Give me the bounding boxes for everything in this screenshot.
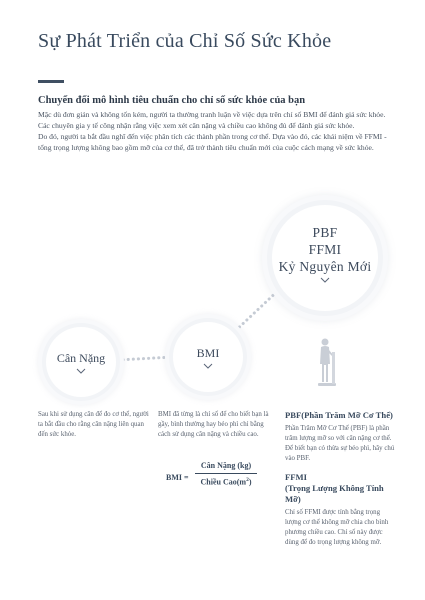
pbf-title: PBF(Phần Trăm Mỡ Cơ Thể) bbox=[285, 410, 393, 420]
formula-fraction-bar bbox=[195, 473, 257, 474]
formula-numerator: Cân Nặng (kg) bbox=[200, 461, 252, 470]
ffmi-subtitle: (Trọng Lượng Không Tính Mỡ) bbox=[285, 483, 384, 504]
pbf-text: Phần Trăm Mỡ Cơ Thể (PBF) là phần trăm lượng mỡ so với cân nặng cơ thể. Để biết bạn có thừa sự béo phì, hãy chú vào PBF. bbox=[285, 425, 395, 462]
chevron-down-icon bbox=[320, 277, 330, 283]
page-title: Sự Phát Triển của Chỉ Số Sức Khỏe bbox=[38, 30, 332, 52]
weight-description bbox=[38, 410, 150, 440]
weight-circle[interactable] bbox=[46, 327, 116, 397]
era-ffmi-label: FFMI bbox=[308, 242, 342, 257]
formula-denominator-label: Chiều Cao bbox=[200, 477, 237, 487]
formula-lhs: BMI = bbox=[166, 473, 189, 482]
formula-denominator-unit: (m bbox=[236, 477, 247, 487]
pbf-ffmi-description bbox=[285, 410, 397, 548]
era-pbf-label: PBF bbox=[312, 225, 338, 240]
bmi-circle[interactable] bbox=[173, 322, 243, 392]
body-composition-figure-icon bbox=[314, 338, 340, 394]
intro-line-2: Các chuyên gia y tế công nhận rằng việc xem xét cân nặng và chiều cao không đủ để đánh giá sức khỏe. bbox=[38, 121, 355, 130]
chevron-down-icon bbox=[203, 363, 213, 369]
formula-exponent: 2 bbox=[246, 477, 249, 483]
bmi-description bbox=[158, 410, 270, 440]
formula-denominator-close: ) bbox=[248, 477, 252, 487]
section-subtitle: Chuyển đổi mô hình tiêu chuẩn cho chỉ số sức khỏe của bạn bbox=[38, 95, 306, 106]
bmi-text: BMI đã từng là chỉ số để cho biết bạn là gầy, bình thường hay béo phì chỉ bằng cách sử dụng cân nặng và chiều cao. bbox=[158, 411, 269, 438]
formula-denominator bbox=[195, 477, 257, 487]
new-era-circle[interactable] bbox=[272, 205, 378, 311]
era-new-label: Kỷ Nguyên Mới bbox=[278, 259, 372, 274]
intro-line-3: Do đó, người ta bắt đầu nghĩ đến việc phân tích các thành phần trong cơ thể. Dựa vào đó, các khái niệm về FFMI - tổng trọng lượng không bao gồm mỡ của cơ thể, đã trở thành tiêu chuẩn mới của cuộc cách mạng về sức khỏe. bbox=[38, 132, 387, 152]
chevron-down-icon bbox=[76, 368, 86, 374]
intro-line-1: Mặc dù đơn giản và không tốn kém, người ta thường tranh luận về việc dựa trên chỉ số BMI để đánh giá sức khỏe. bbox=[38, 110, 386, 119]
ffmi-title: FFMI bbox=[285, 472, 307, 482]
weight-label: Cân Nặng bbox=[56, 351, 106, 365]
ffmi-text: Chỉ số FFMI được tính bằng trọng lượng cơ thể không mỡ chia cho bình phương chiều cao. Chỉ số này được dùng để đo trọng lượng không mỡ. bbox=[285, 509, 389, 546]
connector-weight-bmi bbox=[118, 357, 173, 360]
weight-text: Sau khi sử dụng cân để đo cơ thể, người ta bắt đầu cho rằng cân nặng liên quan đến sức khỏe. bbox=[38, 411, 149, 438]
bmi-label: BMI bbox=[196, 346, 220, 360]
